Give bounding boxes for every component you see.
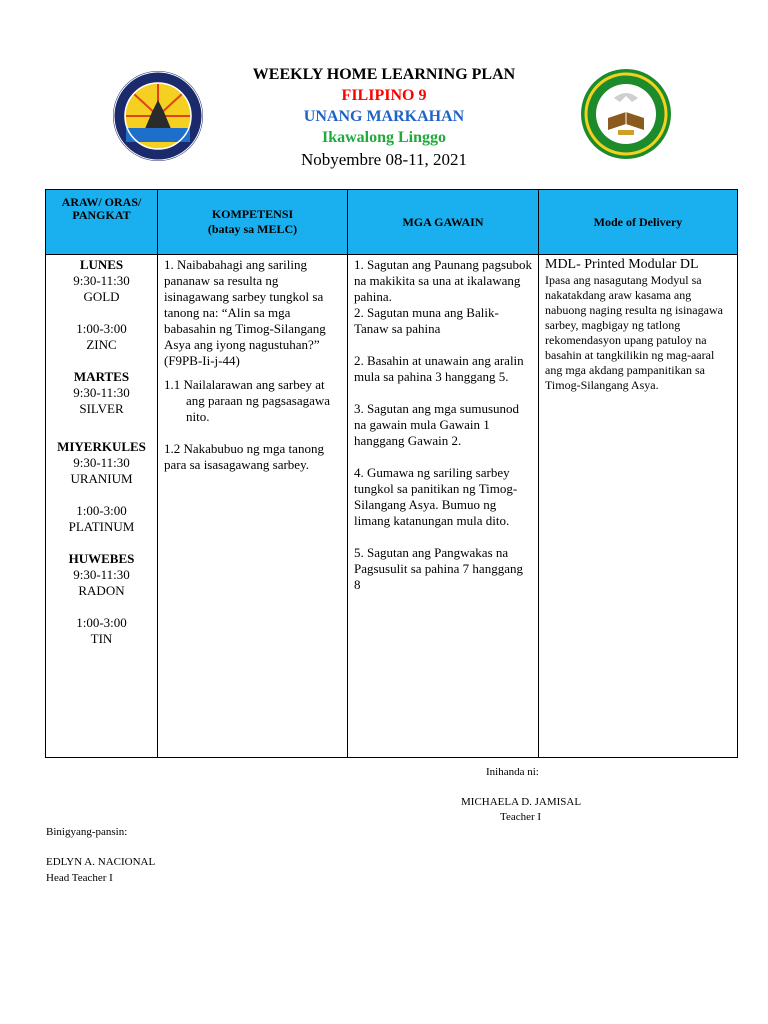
section-name: PLATINUM (68, 519, 135, 534)
section-name: ZINC (86, 337, 117, 352)
header-tasks: MGA GAWAIN (348, 190, 539, 255)
delivery-details: Ipasa ang nasagutang Modyul sa nakatakdang araw kasama ang nabuong naging resulta ng isinagawa sarbey, magbigay ng tatlong rekomendasyon upang patuloy na basahin at tangkilikin ng mag-aaral ang mga akdang pampanitikan sa Timog-Silangang Asya. (545, 273, 723, 392)
noted-by-label: Binigyang-pansin: (46, 826, 128, 838)
time-slot: 1:00-3:00 (76, 615, 127, 630)
day-wednesday: MIYERKULES (57, 439, 146, 454)
day-monday: LUNES (79, 257, 124, 272)
noted-by-name: EDLYN A. NACIONAL (46, 856, 156, 868)
section-name: GOLD (83, 289, 120, 304)
competency-cell (158, 255, 348, 758)
subject-title: FILIPINO 9 (341, 87, 427, 104)
task-item: 1. Sagutan ang Paunang pagsubok na makikita sa una at ikalawang pahina. (354, 257, 533, 304)
section-name: URANIUM (70, 471, 133, 486)
prepared-by-title: Teacher I (500, 811, 542, 823)
schedule-cell (46, 255, 158, 758)
time-slot: 1:00-3:00 (76, 503, 127, 518)
delivery-cell (539, 255, 738, 758)
time-slot: 9:30-11:30 (73, 385, 130, 400)
section-name: SILVER (79, 401, 124, 416)
competency-code: (F9PB-Ii-j-44) (164, 353, 240, 368)
header-competency (158, 190, 348, 255)
section-name: RADON (78, 583, 125, 598)
delivery-mode: MDL- Printed Modular DL (545, 257, 699, 272)
competency-sub-1: 1.1 Nailalarawan ang sarbey at ang paraan ng pagsasagawa nito. (164, 377, 331, 424)
time-slot: 9:30-11:30 (73, 567, 130, 582)
prepared-by-label: Inihanda ni: (486, 766, 539, 778)
task-item: 3. Sagutan ang mga sumusunod na gawain mula Gawain 1 hanggang Gawain 2. (354, 401, 520, 448)
competency-main: 1. Naibabahagi ang sariling pananaw sa resulta ng isinagawang sarbey tungkol sa tanong na: “Alin sa mga babasahin ng Timog-Silangang Asya ang iyong nagustuhan?” (164, 257, 326, 352)
task-item: 4. Gumawa ng sariling sarbey tungkol sa panitikan ng Timog-Silangang Asya. Bumuo ng limang katanungan mula dito. (354, 465, 518, 528)
learning-plan-table (45, 189, 738, 758)
day-tuesday: MARTES (73, 369, 130, 384)
competency-sub-2: 1.2 Nakabubuo ng mga tanong para sa isasagawang sarbey. (164, 441, 324, 472)
prepared-by-name: MICHAELA D. JAMISAL (461, 796, 582, 808)
date-line: Nobyembre 08-11, 2021 (300, 150, 468, 169)
section-name: TIN (90, 631, 113, 646)
document-header (200, 64, 568, 170)
time-slot: 9:30-11:30 (73, 455, 130, 470)
day-thursday: HUWEBES (68, 551, 135, 566)
table-row (46, 255, 738, 758)
task-item: 2. Basahin at unawain ang aralin mula sa pahina 3 hanggang 5. (354, 353, 524, 384)
task-item: 2. Sagutan muna ang Balik-Tanaw sa pahina (354, 305, 499, 336)
header-competency-line2: (batay sa MELC) (207, 222, 298, 236)
time-slot: 9:30-11:30 (73, 273, 130, 288)
table-header-row (46, 190, 738, 255)
time-slot: 1:00-3:00 (76, 321, 127, 336)
schools-division-office-seal-logo (112, 70, 204, 162)
header-competency-line1: KOMPETENSI (211, 207, 294, 221)
school-seal-logo (580, 68, 672, 160)
header-schedule: ARAW/ ORAS/ PANGKAT (46, 190, 158, 255)
header-delivery: Mode of Delivery (539, 190, 738, 255)
noted-by-title: Head Teacher I (46, 872, 113, 884)
week-title: Ikawalong Linggo (321, 129, 447, 146)
task-item: 5. Sagutan ang Pangwakas na Pagsusulit sa pahina 7 hanggang 8 (354, 545, 523, 592)
document-title: WEEKLY HOME LEARNING PLAN (252, 66, 516, 83)
tasks-cell (348, 255, 539, 758)
quarter-title: UNANG MARKAHAN (303, 108, 465, 125)
